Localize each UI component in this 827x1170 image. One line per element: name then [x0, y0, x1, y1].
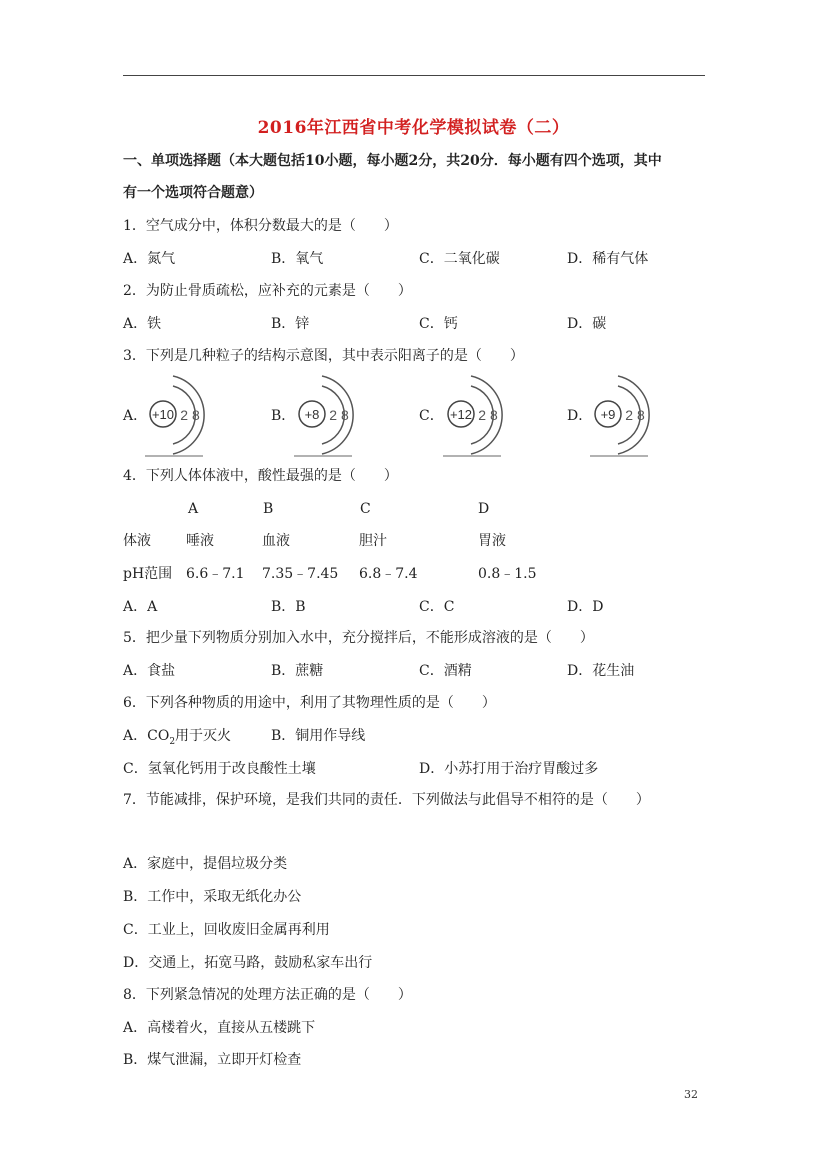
- q2-option-b: B．锌: [271, 316, 310, 332]
- ph-table-header-d: D: [478, 501, 490, 517]
- ph-table-row1-a: 唾液: [186, 533, 214, 549]
- atom-b-shells: 2 8: [329, 407, 349, 423]
- q8-option-b: B．煤气泄漏，立即开灯检查: [123, 1052, 302, 1068]
- ph-table-row2-a: 6.6﹣7.1: [186, 566, 245, 582]
- q1-option-d: D．稀有气体: [567, 251, 649, 267]
- q7-option-b: B．工作中，采取无纸化办公: [123, 889, 302, 905]
- header-rule: [123, 75, 705, 76]
- page-number: 32: [684, 1088, 698, 1101]
- q1-option-c: C．二氧化碳: [419, 251, 500, 267]
- atom-c-nucleus: +12: [449, 407, 473, 422]
- ph-table-header-a: A: [188, 501, 199, 517]
- ph-table-row2-c: 6.8﹣7.4: [359, 566, 418, 582]
- ph-table-header-b: B: [263, 501, 274, 517]
- q7-option-d: D．交通上，拓宽马路，鼓励私家车出行: [123, 955, 373, 971]
- q5-option-a: A．食盐: [123, 663, 176, 679]
- atom-diagram-d: [588, 372, 650, 458]
- atom-c-shells: 2 8: [478, 407, 498, 423]
- ph-table-row1-b: 血液: [262, 533, 290, 549]
- atom-diagram-b: [292, 372, 354, 458]
- question-7-stem: 7．节能减排，保护环境，是我们共同的责任．下列做法与此倡导不相符的是（ ）: [123, 792, 650, 808]
- ph-table-row1-c: 胆汁: [359, 533, 387, 549]
- atom-b-nucleus: +8: [304, 407, 320, 422]
- q3-option-c: C．: [419, 408, 444, 424]
- q7-option-c: C．工业上，回收废旧金属再利用: [123, 922, 330, 938]
- q3-option-a: A．: [123, 408, 148, 424]
- q3-option-b: B．: [271, 408, 296, 424]
- q6-option-d: D．小苏打用于治疗胃酸过多: [419, 761, 599, 777]
- q7-option-a: A．家庭中，提倡垃圾分类: [123, 856, 288, 872]
- q5-option-d: D．花生油: [567, 663, 635, 679]
- ph-table-row2-label: pH范围: [123, 566, 173, 582]
- q6-option-a-text: 用于灭火: [175, 728, 232, 744]
- q4-option-d: D．D: [567, 599, 604, 615]
- ph-table-row2-b: 7.35﹣7.45: [262, 566, 339, 582]
- question-3-stem: 3．下列是几种粒子的结构示意图，其中表示阳离子的是（ ）: [123, 348, 524, 364]
- page-title: 2016年江西省中考化学模拟试卷（二）: [257, 118, 570, 138]
- q1-option-b: B．氧气: [271, 251, 324, 267]
- ph-table-row1-label: 体液: [123, 533, 151, 549]
- q1-option-a: A．氮气: [123, 251, 176, 267]
- question-8-stem: 8．下列紧急情况的处理方法正确的是（ ）: [123, 987, 412, 1003]
- ph-table-header-c: C: [360, 501, 371, 517]
- q6-option-b: B．铜用作导线: [271, 728, 366, 744]
- atom-d-nucleus: +9: [600, 407, 616, 422]
- question-1-stem: 1．空气成分中，体积分数最大的是（ ）: [123, 218, 398, 234]
- q2-option-d: D．碳: [567, 316, 607, 332]
- atom-a-nucleus: +10: [151, 407, 175, 422]
- q2-option-a: A．铁: [123, 316, 162, 332]
- q4-option-b: B．B: [271, 599, 306, 615]
- q6-option-a-prefix: A．CO: [123, 728, 170, 744]
- question-5-stem: 5．把少量下列物质分别加入水中，充分搅拌后，不能形成溶液的是（ ）: [123, 630, 594, 646]
- q3-option-d: D．: [567, 408, 593, 424]
- co2-subscript: 2: [169, 736, 176, 747]
- question-4-stem: 4．下列人体体液中，酸性最强的是（ ）: [123, 468, 398, 484]
- q5-option-c: C．酒精: [419, 663, 472, 679]
- q5-option-b: B．蔗糖: [271, 663, 324, 679]
- section-heading-line1: 一、单项选择题（本大题包括10小题，每小题2分，共20分．每小题有四个选项，其中: [123, 153, 662, 169]
- q8-option-a: A．高楼着火，直接从五楼跳下: [123, 1020, 316, 1036]
- q4-option-c: C．C: [419, 599, 455, 615]
- ph-table-row2-d: 0.8﹣1.5: [478, 566, 537, 582]
- question-2-stem: 2．为防止骨质疏松，应补充的元素是（ ）: [123, 283, 412, 299]
- atom-a-shells: 2 8: [180, 407, 200, 423]
- ph-table-row1-d: 胃液: [478, 533, 506, 549]
- section-heading-line2: 有一个选项符合题意）: [123, 185, 263, 201]
- question-6-stem: 6．下列各种物质的用途中，利用了其物理性质的是（ ）: [123, 695, 496, 711]
- atom-d-shells: 2 8: [625, 407, 645, 423]
- q4-option-a: A．A: [123, 599, 158, 615]
- q6-option-a: [123, 726, 231, 752]
- q6-option-c: C．氢氧化钙用于改良酸性土壤: [123, 761, 316, 777]
- atom-diagram-c: [441, 372, 503, 458]
- q2-option-c: C．钙: [419, 316, 458, 332]
- atom-diagram-a: [143, 372, 205, 458]
